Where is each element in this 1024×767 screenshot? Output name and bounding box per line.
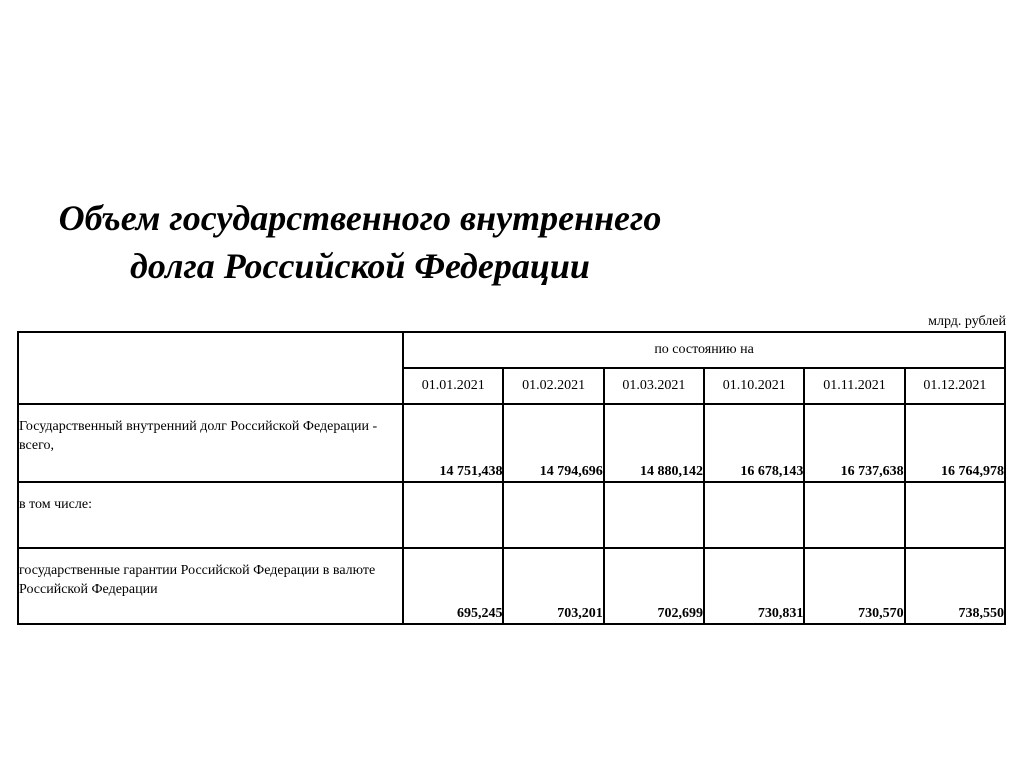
value-cell — [905, 482, 1005, 548]
table-row — [18, 548, 1005, 624]
page-title-line1: Объем государственного внутреннего — [58, 198, 662, 238]
table-row — [18, 482, 1005, 548]
header-date: 01.02.2021 — [503, 368, 603, 404]
value-cell: 16 764,978 — [905, 404, 1005, 482]
value-cell — [804, 482, 904, 548]
value-cell: 702,699 — [604, 548, 704, 624]
table-header-row-group — [18, 332, 1005, 368]
value-cell: 730,831 — [704, 548, 804, 624]
value-cell: 738,550 — [905, 548, 1005, 624]
debt-table — [17, 331, 1006, 625]
row-label: в том числе: — [18, 482, 403, 548]
value-cell — [704, 482, 804, 548]
value-cell: 703,201 — [503, 548, 603, 624]
row-label: Государственный внутренний долг Российской Федерации - всего, — [18, 404, 403, 482]
value-cell: 14 794,696 — [503, 404, 603, 482]
value-cell: 14 880,142 — [604, 404, 704, 482]
header-date: 01.01.2021 — [403, 368, 503, 404]
header-date: 01.12.2021 — [905, 368, 1005, 404]
header-date: 01.10.2021 — [704, 368, 804, 404]
table-row — [18, 404, 1005, 482]
header-empty-cell — [18, 332, 403, 404]
value-cell: 14 751,438 — [403, 404, 503, 482]
header-as-of: по состоянию на — [403, 332, 1005, 368]
value-cell — [403, 482, 503, 548]
value-cell: 16 678,143 — [704, 404, 804, 482]
value-cell — [604, 482, 704, 548]
value-cell: 695,245 — [403, 548, 503, 624]
header-date: 01.11.2021 — [804, 368, 904, 404]
units-label: млрд. рублей — [928, 314, 1006, 329]
value-cell: 730,570 — [804, 548, 904, 624]
value-cell — [503, 482, 603, 548]
page-title-line2: долга Российской Федерации — [130, 246, 590, 286]
value-cell: 16 737,638 — [804, 404, 904, 482]
header-date: 01.03.2021 — [604, 368, 704, 404]
row-label: государственные гарантии Российской Федерации в валюте Российской Федерации — [18, 548, 403, 624]
